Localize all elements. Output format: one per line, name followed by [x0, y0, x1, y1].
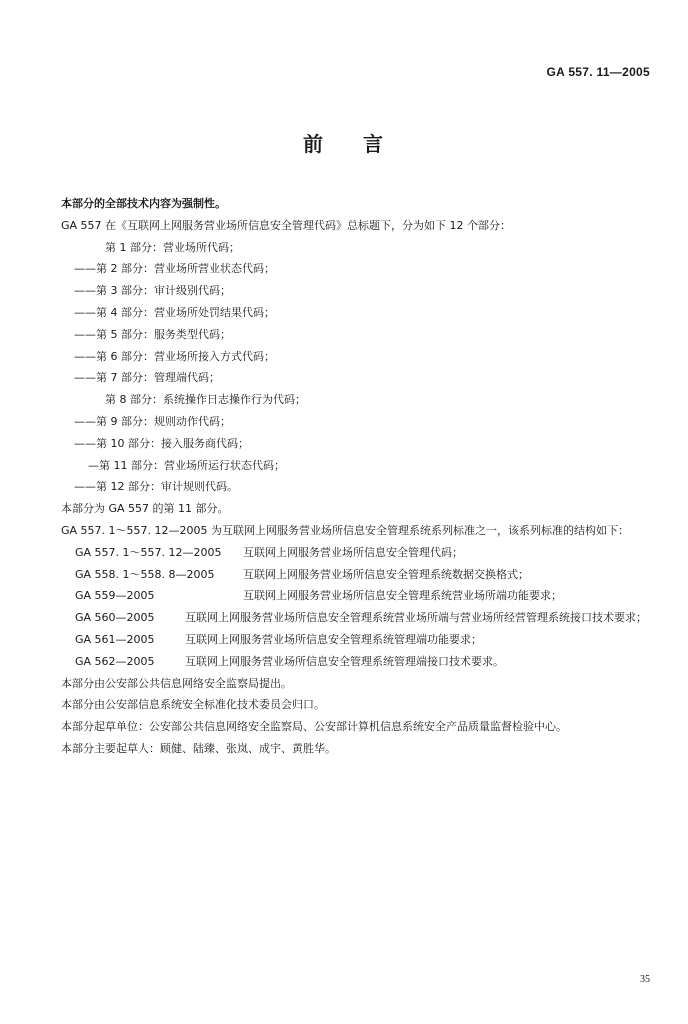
standard-ref-code: GA 561—2005 — [75, 632, 155, 646]
drafting-units-statement: 本部分起草单位：公安部公共信息网络安全监察局、公安部计算机信息系统安全产品质量监督检验中心。 — [61, 720, 567, 734]
standard-ref-code: GA 562—2005 — [75, 654, 155, 668]
standard-ref-title: 互联网上网服务营业场所信息安全管理系统管理端功能要求； — [185, 632, 482, 646]
standard-ref-code: GA 560—2005 — [75, 611, 155, 625]
title-char-2: 言 — [363, 132, 385, 156]
standard-ref — [48, 542, 660, 564]
standard-ref — [48, 585, 660, 607]
series-structure-text: GA 557. 1～557. 12—2005 为互联网上网服务营业场所信息安全管理系统系列标准之一，该系列标准的结构如下： — [61, 523, 630, 537]
this-part-statement: 本部分为 GA 557 的第 11 部分。 — [61, 502, 229, 516]
standard-ref-title: 互联网上网服务营业场所信息安全管理系统营业场所端与营业场所经营管理系统接口技术要求； — [185, 611, 647, 625]
page-title — [0, 128, 688, 157]
part-item: ——第 5 部分：服务类型代码； — [74, 327, 231, 341]
standard-ref-title: 互联网上网服务营业场所信息安全管理代码； — [243, 545, 463, 559]
mandatory-statement: 本部分的全部技术内容为强制性。 — [61, 197, 226, 210]
standard-ref — [48, 651, 660, 673]
part-item: ——第 4 部分：营业场所处罚结果代码； — [74, 305, 275, 319]
part-item: ——第 6 部分：营业场所接入方式代码； — [74, 349, 275, 363]
part-item: ——第 12 部分：审计规则代码。 — [74, 480, 238, 494]
part-item: 第 8 部分：系统操作日志操作行为代码； — [105, 393, 306, 407]
foreword-body — [48, 193, 660, 760]
page-number: 35 — [640, 974, 650, 985]
centralizer-statement: 本部分由公安部信息系统安全标准化技术委员会归口。 — [61, 698, 325, 712]
standard-ref-code: GA 559—2005 — [75, 589, 155, 603]
part-item: 第 1 部分：营业场所代码； — [105, 240, 240, 254]
proposer-statement: 本部分由公安部公共信息网络安全监察局提出。 — [61, 676, 292, 690]
part-item: ——第 3 部分：审计级别代码； — [74, 284, 231, 298]
standard-ref — [48, 629, 660, 651]
part-item: —第 11 部分：营业场所运行状态代码； — [88, 458, 285, 472]
standard-ref — [48, 564, 660, 586]
standard-ref-title: 互联网上网服务营业场所信息安全管理系统营业场所端功能要求； — [243, 589, 562, 603]
related-standards-list — [48, 542, 660, 673]
part-item: ——第 9 部分：规则动作代码； — [74, 414, 231, 428]
standard-ref-title: 互联网上网服务营业场所信息安全管理系统数据交换格式； — [243, 567, 529, 581]
title-char-1: 前 — [303, 132, 325, 156]
standard-ref-code: GA 557. 1～557. 12—2005 — [75, 545, 222, 559]
part-item: ——第 10 部分：接入服务商代码； — [74, 436, 249, 450]
drafters-statement: 本部分主要起草人：顾健、陆臻、张岚、成宇、黄胜华。 — [61, 741, 336, 755]
standard-ref-code: GA 558. 1～558. 8—2005 — [75, 567, 215, 581]
standard-code: GA 557. 11—2005 — [546, 65, 650, 79]
standard-ref — [48, 607, 660, 629]
series-intro: GA 557 在《互联网上网服务营业场所信息安全管理代码》总标题下，分为如下 12 个部分： — [61, 218, 512, 232]
parts-list — [48, 237, 660, 499]
part-item: ——第 2 部分：营业场所营业状态代码； — [74, 262, 275, 276]
standard-ref-title: 互联网上网服务营业场所信息安全管理系统管理端接口技术要求。 — [185, 654, 504, 668]
part-item: ——第 7 部分：管理端代码； — [74, 371, 220, 385]
